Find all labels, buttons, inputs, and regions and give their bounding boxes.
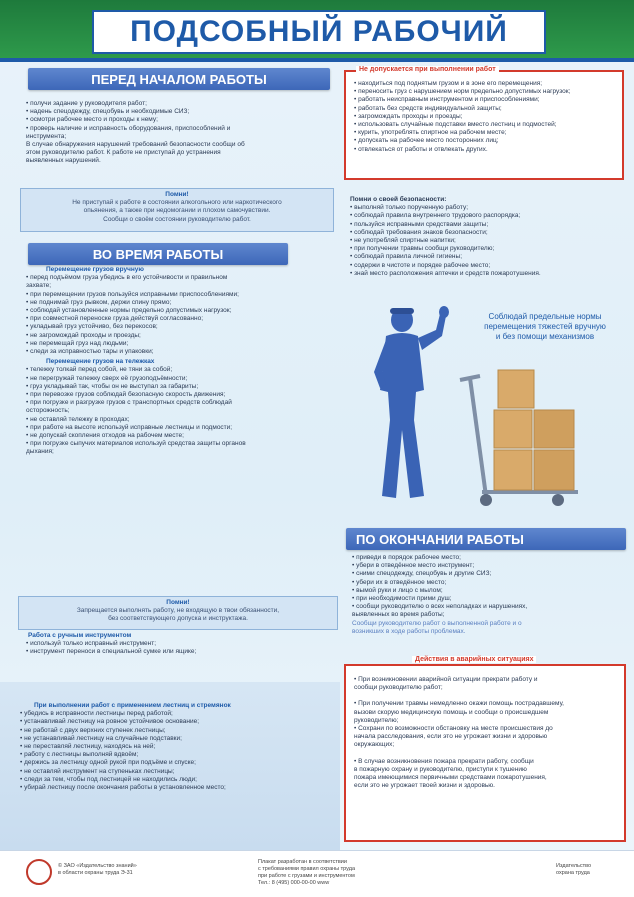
trolley-wheels (480, 494, 564, 506)
emergency-label: Действия в аварийных ситуациях (412, 656, 536, 663)
note-line: опьянения, а также при недомогании и плохом самочувствии. (83, 207, 271, 215)
remember-list (350, 196, 626, 278)
caption-line: Соблюдай предельные нормы (488, 312, 602, 321)
list-item: окружающих; (354, 741, 395, 749)
note-line: Сообщи о своём состоянии руководителю работ. (103, 215, 251, 223)
list-item: • не употребляй спиртные напитки; (350, 237, 456, 245)
list-item: • выполняй только порученную работу; (350, 204, 468, 212)
list-item: • работать неисправным инструментом и приспособлениями; (354, 96, 540, 104)
subsection-title: Перемещение грузов вручную (46, 266, 144, 273)
list-item: • При возникновении аварийной ситуации прекрати работу и (354, 676, 538, 683)
note-heading: Помни! (165, 191, 189, 198)
list-item: • пользуйся исправными средствами защиты; (350, 220, 489, 228)
list-item: • сообщи руководителю о всех неполадках и нарушениях, (352, 603, 528, 611)
list-item: • убирай лестницу после окончания работы в установленное место; (20, 784, 226, 792)
list-item: выявленных нарушений. (26, 157, 101, 165)
list-item: • убери их в отведённое место; (352, 578, 447, 586)
list-item: • следи за исправностью тары и упаковки; (26, 348, 154, 356)
footer-line: © ЗАО «Издательство знаний» (58, 863, 137, 869)
before-work-list (26, 100, 336, 166)
list-item: • при погрузке сыпучих материалов используй средства защиты органов (26, 440, 246, 448)
publisher-logo-icon (26, 859, 52, 885)
list-item: • осмотри рабочее место и проходы к нему; (26, 116, 158, 124)
note-line: Не приступай к работе в состоянии алкогольного или наркотического (72, 199, 282, 207)
after-work-list (352, 554, 628, 636)
list-item: руководителю; (354, 716, 399, 724)
footer (0, 850, 634, 897)
footer-line: Плакат разработан в соответствии (258, 859, 347, 865)
during-work-list (26, 266, 338, 457)
list-item: • содержи в чистоте и порядке рабочее место; (350, 261, 491, 269)
list-item: • не загромождай проходы и проезды; (26, 331, 141, 339)
list-item: • не оставляй инструмент на ступеньках лестницы; (20, 767, 175, 775)
emergency-box (344, 664, 626, 842)
ladder-list (20, 702, 336, 792)
list-item: • надень спецодежду, спецобувь и необходимые СИЗ; (26, 108, 190, 116)
list-item: • не допускай скопления отходов на рабочем месте; (26, 432, 184, 440)
list-item: • соблюдай установленные нормы предельно допустимых нагрузок; (26, 307, 232, 315)
after-work-title: ПО ОКОНЧАНИИ РАБОТЫ (346, 528, 626, 550)
list-item: • соблюдай правила личной гигиены; (350, 253, 463, 261)
list-item: • убедись в исправности лестницы перед работой; (20, 710, 173, 718)
list-item: • сними спецодежду, спецобувь и другие СИЗ; (352, 570, 492, 578)
list-item: • допускать на рабочее место посторонних лиц; (354, 137, 499, 145)
list-item: • перед подъёмом груза убедись в его устойчивости и правильном (26, 274, 228, 282)
list-item: Сообщи руководителю работ о выполненной работе и о (352, 619, 522, 627)
list-item: • знай место расположения аптечки и средств пожаротушения. (350, 269, 541, 277)
list-item: • груз укладывай так, чтобы он не выступал за габариты; (26, 382, 199, 390)
footer-line: в области охраны труда Э-31 (58, 870, 133, 876)
list-item: В случае обнаружения нарушений требований безопасности сообщи об (26, 141, 245, 149)
list-item: • соблюдай требования знаков безопасности; (350, 228, 488, 236)
note-heading: Помни! (166, 599, 190, 606)
footer-line: охрана труда (556, 870, 590, 876)
list-item: • держись за лестницу одной рукой при подъёме и спуске; (20, 759, 196, 767)
caption-line: перемещения тяжестей вручную (484, 322, 606, 331)
list-item: • используй только исправный инструмент; (26, 640, 157, 648)
footer-line: при работе с грузами и инструментом (258, 873, 355, 879)
list-item: • при погрузке и разгрузке грузов с транспортных средств соблюдай (26, 399, 232, 407)
list-item: • использовать случайные подставки вместо лестниц и подмостей; (354, 121, 557, 129)
caption-line: и без помощи механизмов (495, 332, 595, 341)
list-item: выявленных во время работы; (352, 611, 445, 619)
list-item: • при работе на высоте используй исправные лестницы и подмости; (26, 423, 233, 431)
footer-line: Издательство (556, 863, 592, 869)
footer-right (556, 863, 591, 877)
list-item: • Сохрани по возможности обстановку на месте происшествия до (354, 725, 553, 733)
subsection-title: При выполнении работ с применением лестниц и стремянок (34, 702, 231, 709)
list-item: возникших в ходе работы проблемах. (352, 627, 466, 635)
header-divider (0, 58, 634, 62)
list-item: захвате; (26, 282, 52, 290)
list-item: • инструмент переноси в специальной сумке или ящике; (26, 648, 197, 656)
list-item: • загромождать проходы и проезды; (354, 112, 463, 120)
note-line: без соответствующего допуска и инструктажа. (108, 615, 248, 623)
list-item: сообщи руководителю работ; (354, 684, 443, 692)
list-item: • работу с лестницы выполняй вдвоём; (20, 751, 139, 759)
list-item: если это не угрожает твоей жизни и здоровью. (354, 782, 495, 790)
cardboard-boxes (494, 370, 574, 490)
list-item: • при получении травмы сообщи руководителю; (350, 245, 495, 253)
list-item: • тележку толкай перед собой, не тяни за собой; (26, 366, 173, 374)
list-item: • При получении травмы немедленно окажи помощь пострадавшему, (354, 700, 564, 708)
list-item: • проверь наличие и исправность оборудования, приспособлений и (26, 124, 231, 132)
list-item: • укладывай груз устойчиво, без перекосов; (26, 323, 158, 331)
list-item: инструмента; (26, 132, 67, 140)
list-item: • при совместной переноске груза действуй согласованно; (26, 315, 204, 323)
list-item: • не оставляй тележку в проходах; (26, 415, 130, 423)
list-item: • получи задание у руководителя работ; (26, 100, 147, 107)
list-item: • при необходимости прими душ; (352, 595, 452, 603)
prohibited-label: Не допускается при выполнении работ (356, 66, 499, 73)
list-item: • не работай с двух верхних ступенек лестницы; (20, 726, 166, 734)
list-item: осторожность; (26, 407, 70, 415)
footer-middle (258, 859, 355, 887)
subsection-title: Перемещение грузов на тележках (46, 358, 155, 366)
list-item: • убери в отведённое место инструмент; (352, 562, 475, 570)
before-work-note (20, 188, 334, 232)
during-work-note (18, 596, 338, 630)
footer-left (58, 863, 137, 877)
list-item: • устанавливай лестницу на ровное устойчивое основание; (20, 718, 200, 726)
worker-with-trolley-illustration (358, 300, 578, 510)
before-work-title: ПЕРЕД НАЧАЛОМ РАБОТЫ (28, 68, 330, 90)
hand-tools-list (26, 632, 338, 657)
list-item: • не переставляй лестницу, находясь на ней; (20, 743, 156, 751)
worker-silhouette (374, 306, 449, 498)
list-item: в пожарную охрану и руководителю, приступи к тушению (354, 765, 527, 773)
list-item: пожара имеющимися первичными средствами пожаротушения, (354, 774, 547, 782)
during-work-title: ВО ВРЕМЯ РАБОТЫ (28, 243, 288, 265)
list-item: • работать без средств индивидуальной защиты; (354, 104, 502, 112)
list-item: дыхания; (26, 448, 54, 456)
note-line: Запрещается выполнять работу, не входящую в твои обязанности, (76, 607, 280, 615)
list-item: • соблюдай правила внутреннего трудового распорядка; (350, 212, 521, 220)
list-item: • не перемещай груз над людьми; (26, 339, 129, 347)
remember-heading: Помни о своей безопасности: (350, 196, 447, 203)
list-item: • вымой руки и лицо с мылом; (352, 586, 443, 594)
list-item: • следи за тем, чтобы под лестницей не находились люди; (20, 775, 197, 783)
list-item: • отвлекаться от работы и отвлекать других. (354, 145, 488, 153)
list-item: начала расследования, если это не угрожает жизни и здоровью (354, 733, 548, 741)
list-item: • переносить груз с нарушением норм предельно допустимых нагрузок; (354, 88, 571, 96)
footer-line: Тел.: 8 (495) 000-00-00 www (258, 880, 330, 886)
list-item: • не устанавливай лестницу на случайные подставки; (20, 734, 182, 742)
prohibited-box (344, 70, 624, 180)
page-title: ПОДСОБНЫЙ РАБОЧИЙ (92, 10, 546, 54)
list-item: • не поднимай груз рывком, держи спину прямо; (26, 298, 172, 306)
list-item: • при перемещении грузов пользуйся исправными приспособлениями; (26, 290, 239, 298)
list-item: • приведи в порядок рабочее место; (352, 554, 461, 561)
list-item: этом руководителю работ. К работе не приступай до устранения (26, 149, 221, 157)
list-item: • курить, употреблять спиртное на рабочем месте; (354, 129, 507, 137)
footer-line: с требованиями правил охраны труда (258, 866, 356, 872)
list-item: • при перевозке грузов соблюдай безопасную скорость движения; (26, 391, 226, 399)
list-item: • находиться под поднятым грузом и в зоне его перемещения; (354, 80, 543, 87)
list-item: • не перегружай тележку сверх её грузоподъёмности; (26, 374, 188, 382)
list-item: • В случае возникновения пожара прекрати работу, сообщи (354, 757, 534, 765)
list-item: вызови скорую медицинскую помощь и сообщи о происшедшем (354, 708, 549, 716)
subsection-title: Работа с ручным инструментом (28, 632, 132, 639)
